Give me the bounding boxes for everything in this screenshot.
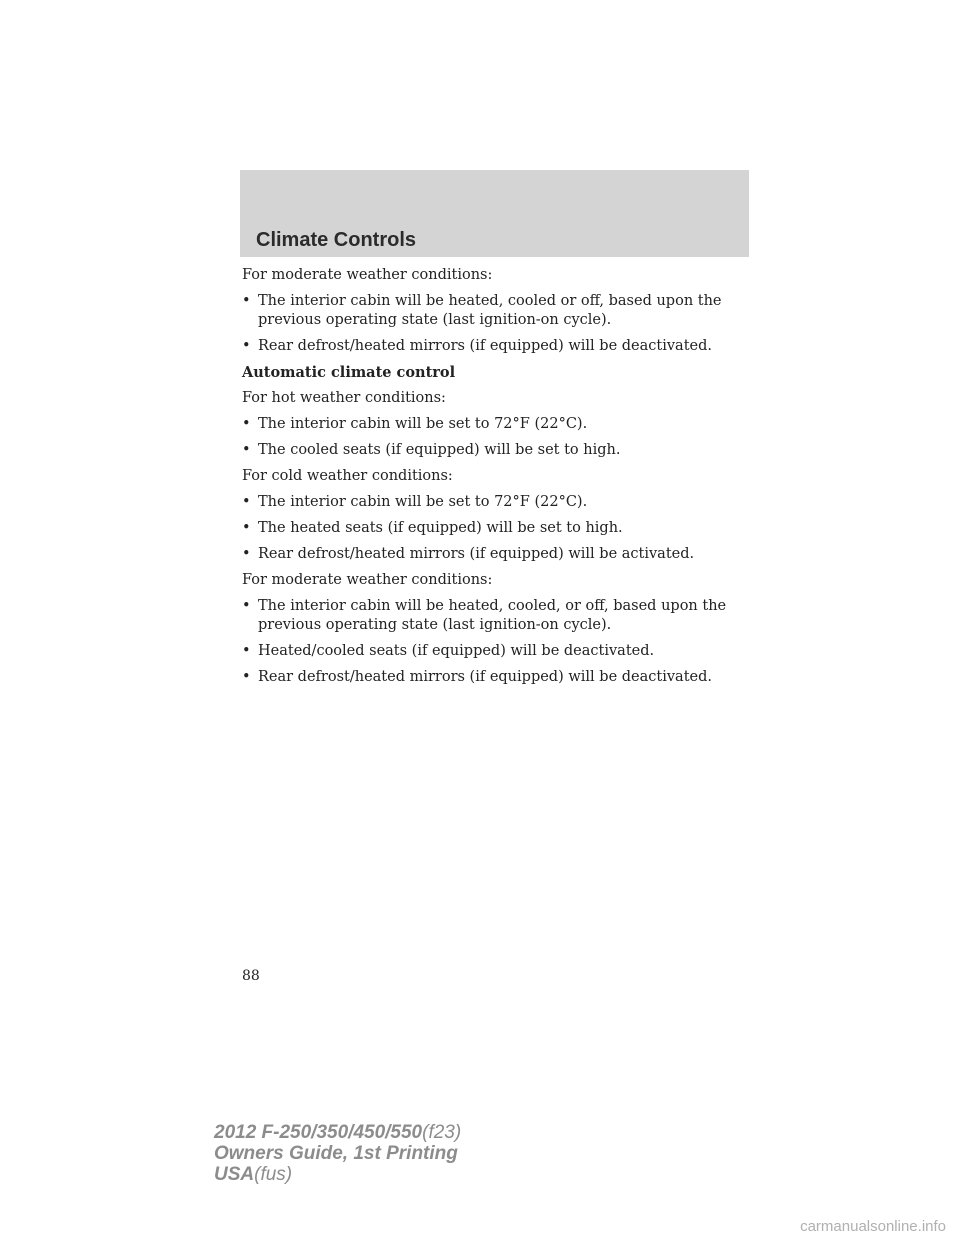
bullet-dot: • [242, 598, 251, 614]
bullet-text-line: The interior cabin will be heated, cooled, or off, based upon the [258, 598, 727, 614]
bullet-text-line: previous operating state (last ignition-on cycle). [258, 617, 612, 633]
page-number: 88 [242, 968, 260, 984]
bullet-dot: • [242, 293, 251, 309]
bullet-dot: • [242, 338, 251, 354]
footer-model: 2012 F-250/350/450/550 [214, 1122, 423, 1143]
bullet-text-line: Rear defrost/heated mirrors (if equipped) will be deactivated. [258, 338, 712, 354]
paragraph: For moderate weather conditions: [242, 267, 493, 283]
footer-model-code: (f23) [422, 1122, 462, 1143]
bullet-item [242, 545, 752, 564]
paragraph: For hot weather conditions: [242, 390, 446, 406]
bullet-dot: • [242, 416, 251, 432]
bullet-item [242, 292, 752, 330]
bullet-item [242, 668, 752, 687]
footer-market: USA [214, 1164, 255, 1185]
bullet-text-line: Heated/cooled seats (if equipped) will be deactivated. [258, 643, 655, 659]
bullet-text-line: Rear defrost/heated mirrors (if equipped) will be activated. [258, 546, 695, 562]
paragraph: For cold weather conditions: [242, 468, 453, 484]
bullet-text-line: The interior cabin will be set to 72°F (22°C). [258, 416, 588, 432]
watermark: carmanualsonline.info [800, 1218, 946, 1235]
bullet-dot: • [242, 520, 251, 536]
bullet-text-line: The cooled seats (if equipped) will be set to high. [258, 442, 621, 458]
body-text [242, 266, 752, 694]
bullet-item [242, 441, 752, 460]
footer-line-3 [214, 1164, 461, 1185]
subsection-heading: Automatic climate control [242, 364, 456, 381]
bullet-text-line: The interior cabin will be heated, cooled or off, based upon the [258, 293, 722, 309]
bullet-item [242, 519, 752, 538]
footer-line-1 [214, 1122, 461, 1143]
bullet-text-line: previous operating state (last ignition-on cycle). [258, 312, 612, 328]
section-title: Climate Controls [256, 229, 417, 251]
bullet-item [242, 493, 752, 512]
section-header-band [240, 170, 749, 257]
paragraph: For moderate weather conditions: [242, 572, 493, 588]
bullet-item [242, 597, 752, 635]
footer-line-2 [214, 1143, 461, 1164]
bullet-text-line: The heated seats (if equipped) will be set to high. [258, 520, 623, 536]
footer-printing: Owners Guide, 1st Printing [214, 1143, 458, 1164]
bullet-item [242, 415, 752, 434]
footer-market-code: (fus) [254, 1164, 293, 1185]
bullet-dot: • [242, 546, 251, 562]
footer [214, 1122, 461, 1185]
bullet-text-line: Rear defrost/heated mirrors (if equipped) will be deactivated. [258, 669, 712, 685]
bullet-dot: • [242, 643, 251, 659]
bullet-item [242, 642, 752, 661]
bullet-dot: • [242, 494, 251, 510]
bullet-item [242, 337, 752, 356]
bullet-dot: • [242, 669, 251, 685]
bullet-dot: • [242, 442, 251, 458]
bullet-text-line: The interior cabin will be set to 72°F (22°C). [258, 494, 588, 510]
